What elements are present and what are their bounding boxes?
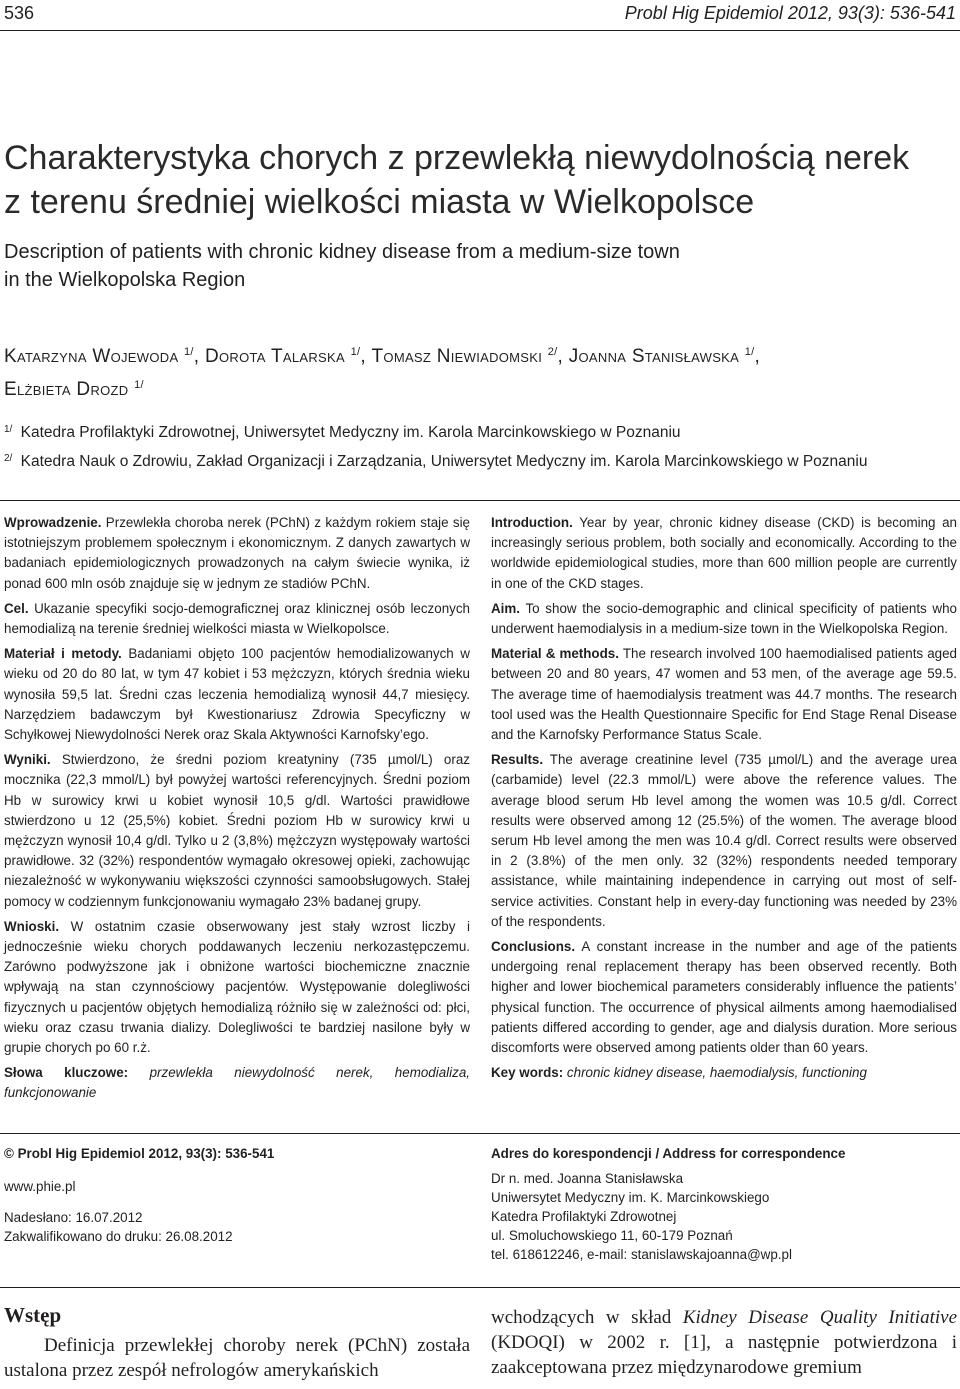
- affiliation-number: 1/: [4, 424, 13, 435]
- website-link[interactable]: www.phie.pl: [4, 1179, 76, 1194]
- author-affiliation-mark: 1/: [744, 346, 755, 358]
- divider-footer: [0, 1133, 960, 1134]
- section-text: Przewlekła choroba nerek (PChN) z każdym rokiem staje się istotniejszym problemem społecznym i ekonomicznym. Z danych zawartych w badaniach epidemiologicznych prowadzonych na całym świecie wynika, iż ponad 600 mln osób znajduje się w jednym ze stadiów PChN.: [4, 515, 470, 591]
- author-affiliation-mark: 2/: [547, 346, 558, 358]
- section-text: A constant increase in the number and age of the patients undergoing renal replacement therapy has been observed recently. Both higher and lower biochemical parameters considerably influence the patients’ physical function. The occurrence of physical ailments among haemodialised patients differed according to gender, age and dialysis duration. More serious discomforts were observed among patients older than 60 years.: [491, 939, 958, 1056]
- section-text: To show the socio-demographic and clinical specificity of patients who underwent haemodialysis in a medium-size town in the Wielkopolska Region.: [491, 600, 957, 637]
- keywords-heading: Słowa kluczowe:: [4, 1065, 129, 1081]
- running-header: [0, 0, 960, 31]
- body-text: wchodzących w skład: [491, 1307, 672, 1328]
- journal-citation: Probl Hig Epidemiol 2012, 93(3): 536-541: [624, 3, 956, 23]
- author-affiliation-mark: 1/: [134, 379, 144, 391]
- correspondence-address: [491, 1144, 957, 1264]
- body-text-right: [491, 1305, 957, 1380]
- divider-body: [0, 1287, 960, 1288]
- abstract-polish: [4, 513, 470, 1109]
- title-line-1: Charakterystyka chorych z przewlekłą niewydolnością nerek: [4, 139, 910, 177]
- author-affiliation-mark: 1/: [184, 346, 194, 358]
- affiliation-1: [4, 417, 954, 446]
- author-name: Elżbieta Drozd: [4, 379, 129, 400]
- author-name: Tomasz Niewiadomski: [371, 346, 543, 367]
- section-heading: Wprowadzenie.: [4, 515, 102, 530]
- address-line: Uniwersytet Medyczny im. K. Marcinkowskiego: [491, 1190, 770, 1205]
- divider-top: [0, 500, 960, 501]
- section-text: The average creatinine level (735 µmol/L) and the average urea (carbamide) level (22.3 mmol/L) were above the reference values. The average blood serum Hb level among the women was 10.5 g/dl. Correct results were observed among 12 (25.5%) of the women. The average blood serum Hb level among the men was 10.4 g/dl. Correct results were observed in 2 (3.8%) of the men only. 32 (32%) respondents needed temporary assistance, while maintaining independence in carrying out most of self-service activities. Constant help in every-day functioning was needed by 23% of the respondents.: [491, 752, 957, 929]
- affiliation-2: [4, 446, 954, 475]
- affiliation-text: Katedra Profilaktyki Zdrowotnej, Uniwersytet Medyczny im. Karola Marcinkowskiego w Poznaniu: [20, 424, 681, 441]
- section-text: The research involved 100 haemodialised patients aged between 20 and 80 years, 47 women and 53 men, of the average age 59.5. The average time of haemodialysis treatment was 44.7 months. The research tool used was the Health Questionnaire Specific for End Stage Renal Disease and the Karnofsky Performance Status Scale.: [491, 646, 957, 743]
- body-text: (KDOQI) w 2002 r. [1], a następnie potwierdzona i zaakceptowana przez międzynarodowe gremium: [491, 1332, 957, 1378]
- section-heading: Aim.: [491, 600, 521, 616]
- address-line: Katedra Profilaktyki Zdrowotnej: [491, 1209, 677, 1224]
- section-text: Year by year, chronic kidney disease (CKD) is becoming an increasingly serious problem, both socially and economically. According to the worldwide epidemiological studies, more than 600 million people are currently in one of the CKD stages.: [491, 515, 958, 591]
- accepted-date: Zakwalifikowano do druku: 26.08.2012: [4, 1229, 233, 1244]
- body-section-heading: Wstęp: [4, 1303, 62, 1327]
- section-text: Stwierdzono, że średni poziom kreatyniny (735 µmol/L) oraz mocznika (22,3 mmol/L) był powyżej wartości referencyjnych. Średni poziom Hb w surowicy krwi u kobiet wynosił 10,5 g/dl. Wartości prawidłowe stwierdzono u 12 (25,5%) kobiet. Średni poziom Hb w surowicy krwi u mężczyzn wynosił 10,4 g/dl. Tylko u 2 (3,8%) mężczyzn występowały wartości prawidłowe. 32 (32%) respondentów wymagało okresowej opieki, zachowując niezależność w wykonywaniu większości czynności samoobsługowych. Stałej pomocy w codziennym funkcjonowaniu wymagało 23% badanej grupy.: [4, 752, 470, 909]
- author-list: Katarzyna Wojewoda $^{1/}$, Dorota Talarska $^{1/}$, Tomasz Niewiadomski $^{2/}$, Joanna Stanisławska $^{1/}$, Elżbieta Drozd $^{1/}$: [4, 346, 761, 400]
- section-text: Ukazanie specyfiki socjo-demograficznej oraz klinicznej osób leczonych hemodializą na terenie średniej wielkości miasta w Wielkopolsce.: [4, 600, 470, 637]
- section-heading: Material & methods.: [491, 646, 619, 662]
- author-affiliation-mark: 1/: [350, 346, 361, 358]
- section-text: W ostatnim czasie obserwowany jest stały wzrost liczby i jednocześnie wieku chorych poddawanych leczeniu nerkozastępczemu. Zarówno podwyższone jak i obniżone wartości biochemiczne znacznie wpływają na stan czynnościowy pacjentów. Występowanie dolegliwości fizycznych u pacjentów objętych hemodializą różniło się w zależności od: płci, wieku oraz czasu trwania dializy. Dolegliwości te bardziej nasilone były w grupie chorych po 60 r.ż.: [4, 918, 470, 1056]
- section-heading: Conclusions.: [491, 939, 576, 955]
- section-heading: Materiał i metody.: [4, 646, 122, 662]
- affiliation-number: 2/: [4, 453, 13, 464]
- section-text: Badaniami objęto 100 pacjentów hemodializowanych w wieku od 20 do 80 lat, w tym 47 kobiet i 53 mężczyzn, których średnia wieku wynosiła 59,5 lat. Średni czas leczenia hemodializą wynosił 44,7 miesięcy. Narzędziem badawczym był Kwestionariusz Zdrowia Specyficzny w Schyłkowej Niewydolności Nerek oraz Skala Aktywności Karnofsky’ego.: [4, 646, 470, 743]
- affiliation-text: Katedra Nauk o Zdrowiu, Zakład Organizacji i Zarządzania, Uniwersytet Medyczny im. Karola Marcinkowskiego w Poznaniu: [20, 453, 868, 470]
- keywords-text: przewlekła niewydolność nerek, hemodializa, funkcjonowanie: [4, 1065, 470, 1101]
- contact-line: tel. 618612246, e-mail: stanislawskajoanna@wp.pl: [491, 1247, 792, 1262]
- page-number: 536: [4, 3, 35, 23]
- abstract-english: [491, 513, 957, 1088]
- publication-info: [4, 1144, 464, 1246]
- body-text-left: Definicja przewlekłej choroby nerek (PChN) została ustalona przez zespół nefrologów amerykańskich: [4, 1335, 470, 1381]
- section-heading: Cel.: [4, 600, 29, 616]
- section-heading: Results.: [491, 752, 544, 768]
- author-name: Dorota Talarska: [204, 346, 345, 367]
- title-line-2: z terenu średniej wielkości miasta w Wielkopolsce: [4, 183, 755, 221]
- subtitle-line-2: in the Wielkopolska Region: [4, 269, 246, 291]
- section-heading: Introduction.: [491, 515, 573, 530]
- article-subtitle: [4, 238, 904, 294]
- keywords-text: chronic kidney disease, haemodialysis, functioning: [566, 1065, 867, 1081]
- author-name: Joanna Stanisławska: [568, 346, 740, 367]
- correspondence-heading: Adres do korespondencji / Address for correspondence: [491, 1146, 846, 1161]
- subtitle-line-1: Description of patients with chronic kidney disease from a medium-size town: [4, 241, 680, 263]
- address-line: ul. Smoluchowskiego 11, 60-179 Poznań: [491, 1228, 733, 1243]
- submitted-date: Nadesłano: 16.07.2012: [4, 1210, 143, 1225]
- keywords-heading: Key words:: [491, 1065, 564, 1081]
- author-name: Katarzyna Wojewoda: [4, 346, 179, 367]
- article-title: [4, 136, 954, 224]
- address-line: Dr n. med. Joanna Stanisławska: [491, 1171, 684, 1186]
- body-text-italic: Kidney Disease Quality Initiative: [682, 1307, 958, 1328]
- copyright-line: © Probl Hig Epidemiol 2012, 93(3): 536-541: [4, 1146, 275, 1161]
- affiliations: [4, 417, 954, 475]
- section-heading: Wyniki.: [4, 752, 51, 768]
- section-heading: Wnioski.: [4, 918, 60, 934]
